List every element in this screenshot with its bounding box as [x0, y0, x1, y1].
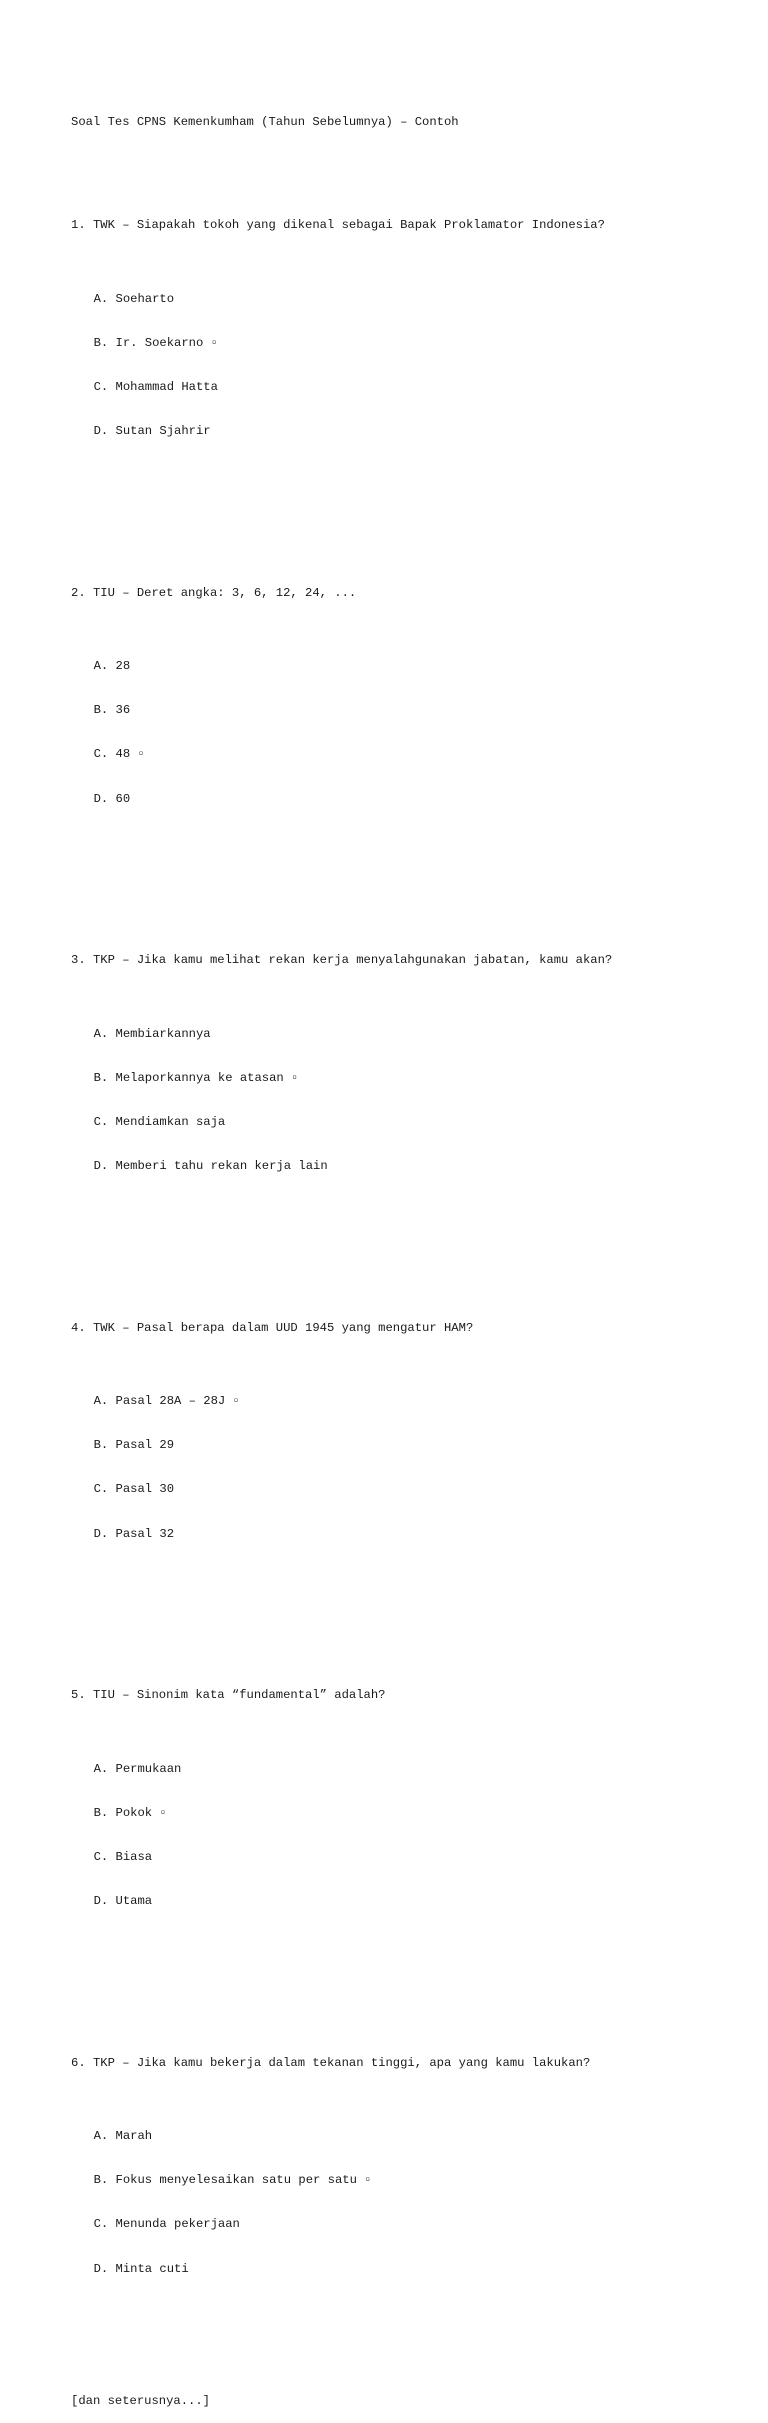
question-2	[71, 556, 751, 865]
option-list	[71, 1365, 751, 1571]
question-5	[71, 1659, 751, 1968]
option-a: A. Membiarkannya	[93, 1026, 211, 1041]
option-a: A. Permukaan	[93, 1761, 182, 1776]
question-4	[71, 1291, 751, 1600]
option-d: D. Pasal 32	[93, 1526, 175, 1541]
question-text: 4. TWK – Pasal berapa dalam UUD 1945 yang mengatur HAM?	[71, 1320, 474, 1335]
option-list	[71, 262, 751, 468]
option-b: B. Fokus menyelesaikan satu per satu ▫	[93, 2173, 372, 2188]
question-1	[71, 189, 751, 498]
option-a: A. Marah	[93, 2129, 153, 2144]
question-text: 1. TWK – Siapakah tokoh yang dikenal sebagai Bapak Proklamator Indonesia?	[71, 218, 605, 233]
option-b: B. 36	[93, 703, 131, 718]
question-text: 6. TKP – Jika kamu bekerja dalam tekanan tinggi, apa yang kamu lakukan?	[71, 2055, 591, 2070]
document-page	[71, 86, 751, 2423]
option-b: B. Melaporkannya ke atasan ▫	[93, 1070, 299, 1085]
question-text: 2. TIU – Deret angka: 3, 6, 12, 24, ...	[71, 585, 357, 600]
option-b: B. Ir. Soekarno ▫	[93, 335, 218, 350]
option-d: D. Memberi tahu rekan kerja lain	[93, 1159, 328, 1174]
option-c: C. Mohammad Hatta	[93, 379, 218, 394]
option-list	[71, 630, 751, 836]
option-a: A. 28	[93, 659, 131, 674]
option-a: A. Pasal 28A – 28J ▫	[93, 1394, 240, 1409]
option-b: B. Pasal 29	[93, 1438, 175, 1453]
option-d: D. Utama	[93, 1894, 153, 1909]
question-3	[71, 924, 751, 1233]
option-c: C. Biasa	[93, 1849, 153, 1864]
continuation-note: [dan seterusnya...]	[71, 2393, 210, 2408]
question-6	[71, 2026, 751, 2335]
option-d: D. 60	[93, 791, 131, 806]
option-list	[71, 997, 751, 1203]
option-list	[71, 1732, 751, 1938]
question-text: 3. TKP – Jika kamu melihat rekan kerja menyalahgunakan jabatan, kamu akan?	[71, 953, 613, 968]
option-c: C. 48 ▫	[93, 747, 145, 762]
question-text: 5. TIU – Sinonim kata “fundamental” adalah?	[71, 1688, 386, 1703]
option-list	[71, 2100, 751, 2306]
option-c: C. Menunda pekerjaan	[93, 2217, 240, 2232]
option-c: C. Mendiamkan saja	[93, 1114, 226, 1129]
document-title: Soal Tes CPNS Kemenkumham (Tahun Sebelumnya) – Contoh	[71, 115, 459, 130]
option-d: D. Sutan Sjahrir	[93, 424, 211, 439]
option-a: A. Soeharto	[93, 291, 175, 306]
option-c: C. Pasal 30	[93, 1482, 175, 1497]
option-b: B. Pokok ▫	[93, 1805, 167, 1820]
option-d: D. Minta cuti	[93, 2261, 189, 2276]
